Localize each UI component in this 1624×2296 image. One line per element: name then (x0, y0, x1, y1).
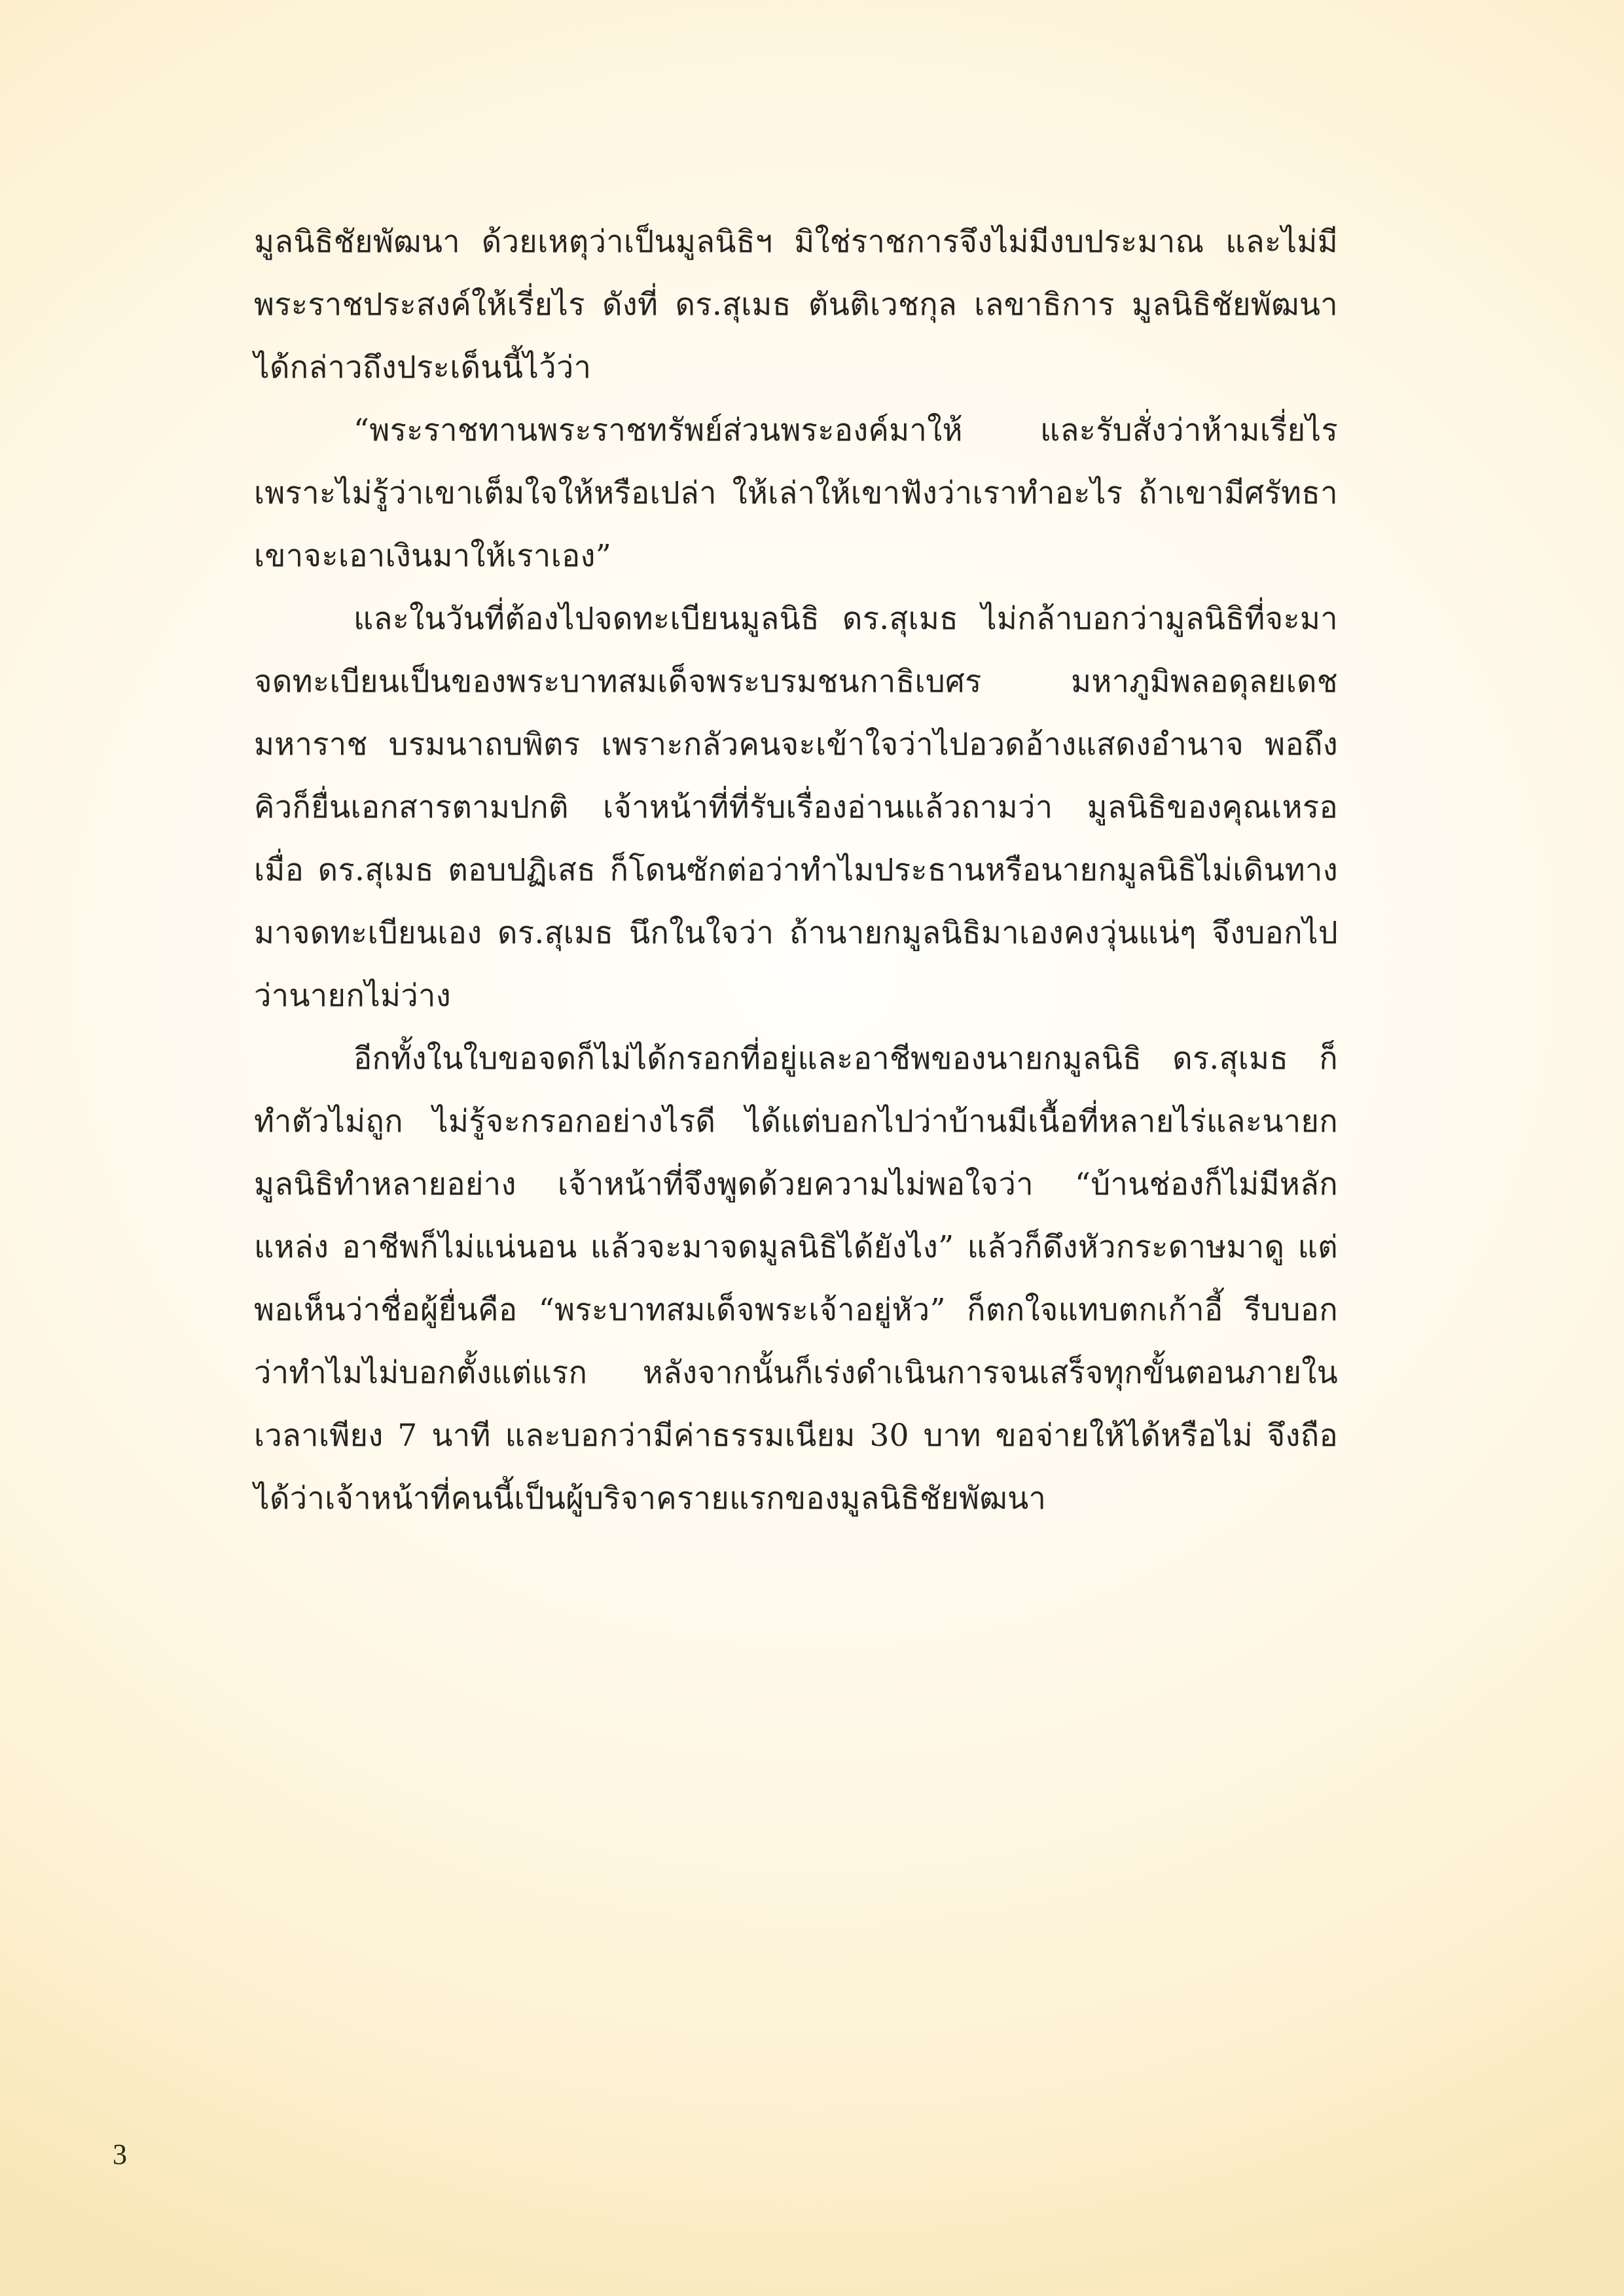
page-number: 3 (113, 2138, 127, 2170)
paragraph-4: อีกทั้งในใบขอจดก็ไม่ได้กรอกที่อยู่และอาชีพของนายกมูลนิธิ ดร.สุเมธ ก็ทำตัวไม่ถูก ไม่รู้จะกรอกอย่างไรดี ได้แต่บอกไปว่าบ้านมีเนื้อที่หลายไร่และนายกมูลนิธิทำหลายอย่าง เจ้าหน้าที่จึงพูดด้วยความไม่พอใจว่า “บ้านช่องก็ไม่มีหลักแหล่ง อาชีพก็ไม่แน่นอน แล้วจะมาจดมูลนิธิได้ยังไง” แล้วก็ดึงหัวกระดาษมาดู แต่พอเห็นว่าชื่อผู้ยื่นคือ “พระบาทสมเด็จพระเจ้าอยู่หัว” ก็ตกใจแทบตกเก้าอี้ รีบบอกว่าทำไมไม่บอกตั้งแต่แรก หลังจากนั้นก็เร่งดำเนินการจนเสร็จทุกขั้นตอนภายในเวลาเพียง 7 นาที และบอกว่ามีค่าธรรมเนียม 30 บาท ขอจ่ายให้ได้หรือไม่ จึงถือได้ว่าเจ้าหน้าที่คนนี้เป็นผู้บริจาครายแรกของมูลนิธิชัยพัฒนา (254, 1041, 1338, 1516)
body-text (254, 211, 1338, 1530)
paragraph-1: มูลนิธิชัยพัฒนา ด้วยเหตุว่าเป็นมูลนิธิฯ มิใช่ราชการจึงไม่มีงบประมาณ และไม่มีพระราชประสงค์ให้เรี่ยไร ดังที่ ดร.สุเมธ ตันติเวชกุล เลขาธิการ มูลนิธิชัยพัฒนา ได้กล่าวถึงประเด็นนี้ไว้ว่า (254, 224, 1338, 386)
paragraph-2-quote: “พระราชทานพระราชทรัพย์ส่วนพระองค์มาให้ และรับสั่งว่าห้ามเรี่ยไร เพราะไม่รู้ว่าเขาเต็มใจให้หรือเปล่า ให้เล่าให้เขาฟังว่าเราทำอะไร ถ้าเขามีศรัทธาเขาจะเอาเงินมาให้เราเอง” (254, 412, 1338, 574)
paragraph-3: และในวันที่ต้องไปจดทะเบียนมูลนิธิ ดร.สุเมธ ไม่กล้าบอกว่ามูลนิธิที่จะมาจดทะเบียนเป็นของพระบาทสมเด็จพระบรมชนกาธิเบศร มหาภูมิพลอดุลยเดชมหาราช บรมนาถบพิตร เพราะกลัวคนจะเข้าใจว่าไปอวดอ้างแสดงอำนาจ พอถึงคิวก็ยื่นเอกสารตามปกติ เจ้าหน้าที่ที่รับเรื่องอ่านแล้วถามว่า มูลนิธิของคุณเหรอ เมื่อ ดร.สุเมธ ตอบปฏิเสธ ก็โดนซักต่อว่าทำไมประธานหรือนายกมูลนิธิไม่เดินทางมาจดทะเบียนเอง ดร.สุเมธ นึกในใจว่า ถ้านายกมูลนิธิมาเองคงวุ่นแน่ๆ จึงบอกไปว่านายกไม่ว่าง (254, 601, 1338, 1014)
